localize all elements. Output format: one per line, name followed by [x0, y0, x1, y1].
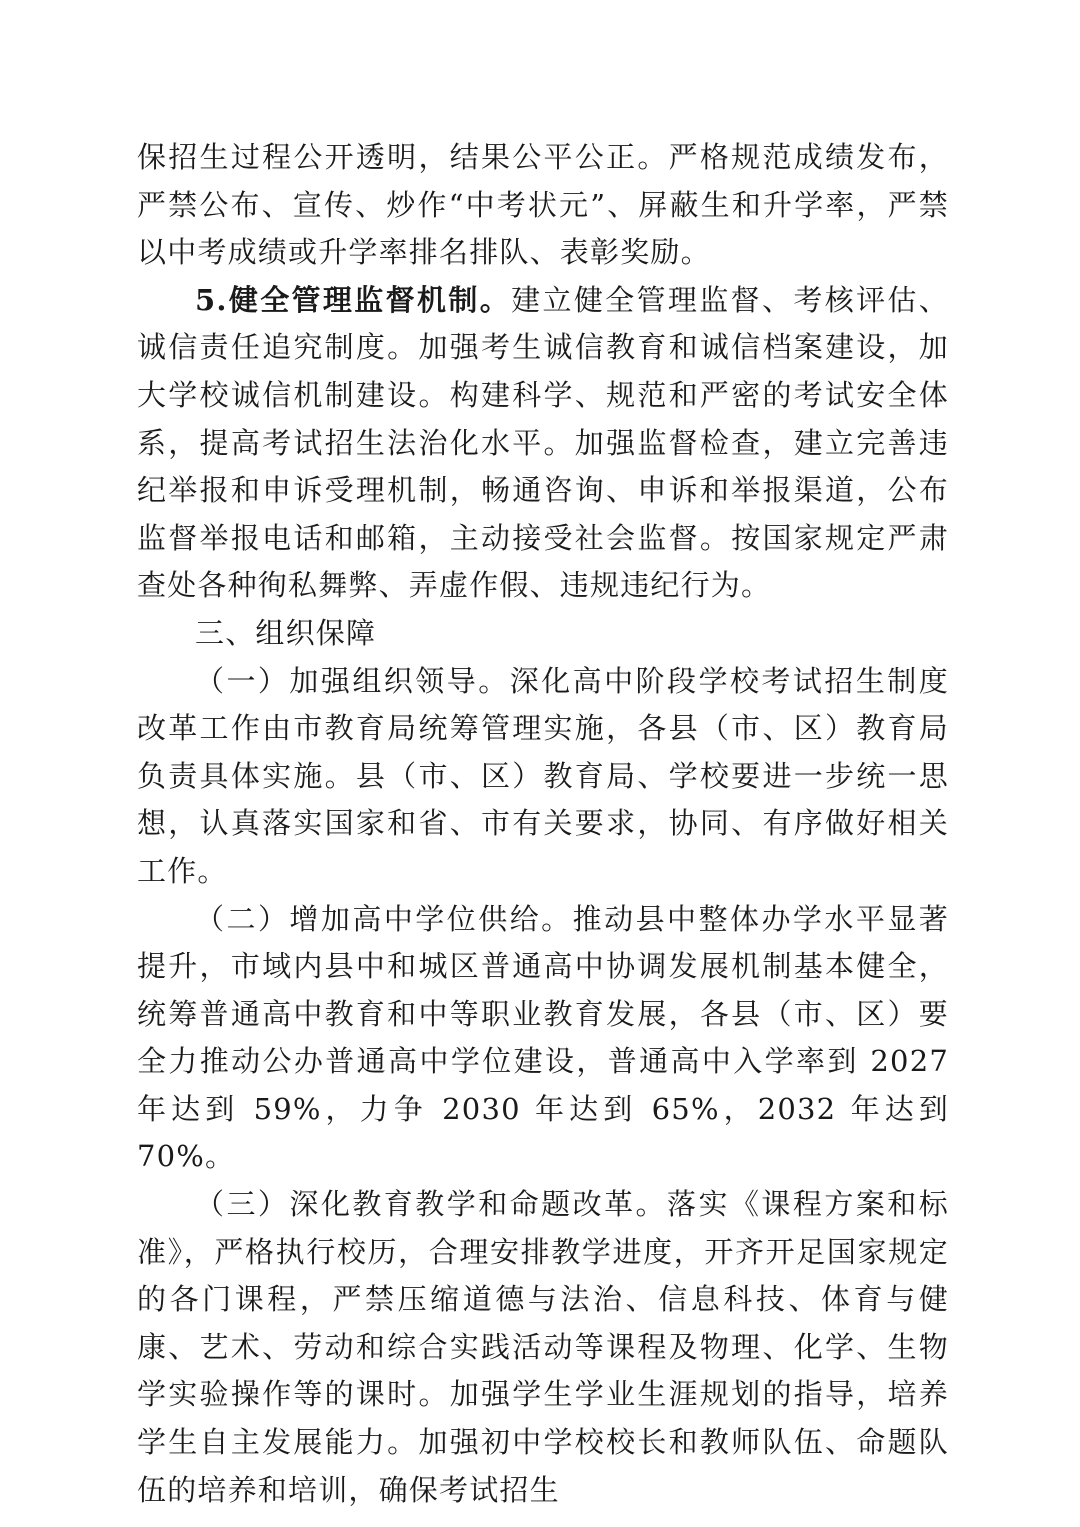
- paragraph-heading: （三）深化教育教学和命题改革。: [195, 1187, 668, 1222]
- paragraph-text: 推动县中整体办学水平显著提升，市域内县中和城区普通高中协调发展机制基本健全，统筹普通高中教育和中等职业教育发展，各县（市、区）要全力推动公办普通高中学位建设，普通高中入学率到 2027 年达到 59%，力争 2030 年达到 65%，2032 年达到 70%。: [137, 901, 950, 1174]
- paragraph-organization-leadership: [137, 658, 949, 896]
- paragraph-text: 深化高中阶段学校考试招生制度改革工作由市教育局统筹管理实施，各县（市、区）教育局负责具体实施。县（市、区）教育局、学校要进一步统一思想，认真落实国家和省、市有关要求，协同、有序做好相关工作。: [137, 663, 949, 888]
- section-title: [137, 610, 949, 658]
- paragraph-admission-transparency: [137, 134, 949, 277]
- paragraph-heading: 5.健全管理监督机制。: [195, 282, 512, 317]
- paragraph-text: 落实《课程方案和标准》，严格执行校历，合理安排教学进度，开齐开足国家规定的各门课程，严禁压缩道德与法治、信息科技、体育与健康、艺术、劳动和综合实践活动等课程及物理、化学、生物学实验操作等的课时。加强学生学业生涯规划的指导，培养学生自主发展能力。加强初中学校校长和教师队伍、命题队伍的培养和培训，确保考试招生: [137, 1187, 949, 1507]
- paragraph-supervision-mechanism: [137, 277, 949, 610]
- section-title-text: 三、组织保障: [195, 615, 377, 650]
- paragraph-heading: （二）增加高中学位供给。: [195, 901, 573, 936]
- paragraph-text: 建立健全管理监督、考核评估、诚信责任追究制度。加强考生诚信教育和诚信档案建设，加大学校诚信机制建设。构建科学、规范和严密的考试安全体系，提高考试招生法治化水平。加强监督检查，建立完善违纪举报和申诉受理机制，畅通咨询、申诉和举报渠道，公布监督举报电话和邮箱，主动接受社会监督。按国家规定严肃查处各种徇私舞弊、弄虚作假、违规违纪行为。: [137, 282, 949, 603]
- paragraph-teaching-reform: [137, 1181, 949, 1514]
- paragraph-degree-supply: [137, 896, 949, 1182]
- paragraph-text: 保招生过程公开透明，结果公平公正。严格规范成绩发布，严禁公布、宣传、炒作“中考状元”、屏蔽生和升学率，严禁以中考成绩或升学率排名排队、表彰奖励。: [137, 140, 949, 270]
- paragraph-heading: （一）加强组织领导。: [195, 663, 510, 698]
- document-body: [137, 134, 949, 1514]
